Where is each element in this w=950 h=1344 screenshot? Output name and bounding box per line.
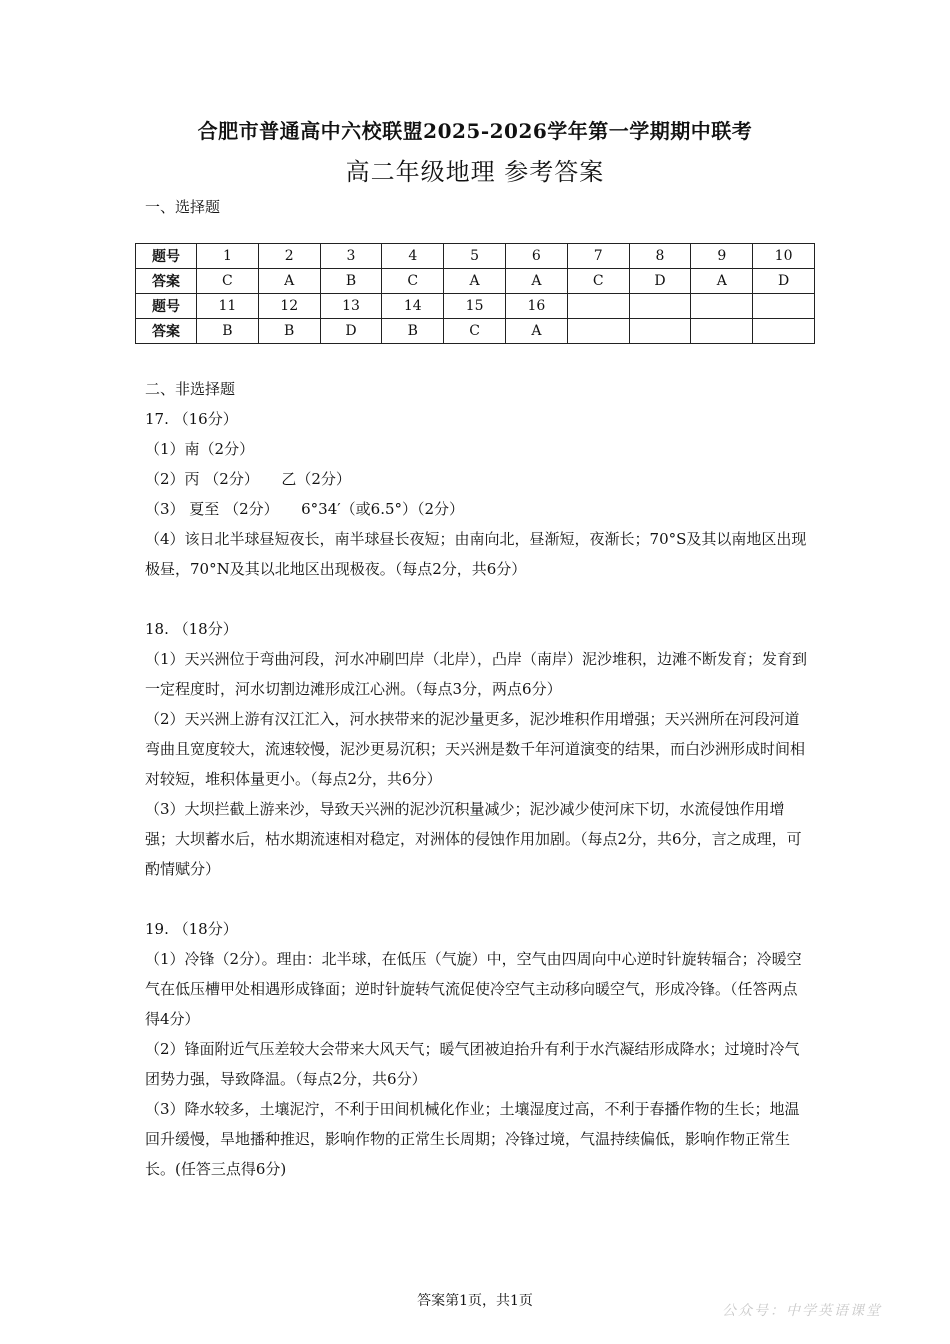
- hdr-question: 题号: [136, 244, 197, 269]
- cell: 9: [691, 244, 753, 269]
- cell: D: [629, 269, 691, 294]
- cell: B: [320, 269, 382, 294]
- q18-answer-1: （1）天兴洲位于弯曲河段，河水冲刷凹岸（北岸），凸岸（南岸）泥沙堆积，边滩不断发育；发育到一定程度时，河水切割边滩形成江心洲。（每点3分，两点6分）: [145, 650, 808, 698]
- cell: [629, 319, 691, 344]
- cell: C: [567, 269, 629, 294]
- exam-subtitle: 高二年级地理 参考答案: [345, 158, 605, 186]
- cell: [567, 294, 629, 319]
- hdr-question: 题号: [136, 294, 197, 319]
- q17-heading: 17. （16分）: [145, 410, 238, 428]
- cell: B: [197, 319, 259, 344]
- cell: 5: [444, 244, 506, 269]
- cell: [753, 319, 815, 344]
- section-choice-label: 一、选择题: [145, 198, 221, 216]
- cell: [691, 294, 753, 319]
- cell: 10: [753, 244, 815, 269]
- q19-heading: 19. （18分）: [145, 920, 238, 938]
- table-row: [136, 294, 815, 319]
- cell: B: [382, 319, 444, 344]
- cell: A: [444, 269, 506, 294]
- cell: 16: [505, 294, 567, 319]
- table-row: [136, 244, 815, 269]
- cell: [629, 294, 691, 319]
- q18-answer-2: （2）天兴洲上游有汉江汇入，河水挟带来的泥沙量更多，泥沙堆积作用增强；天兴洲所在河段河道弯曲且宽度较大，流速较慢，泥沙更易沉积；天兴洲是数千年河道演变的结果，而白沙洲形成时间相对较短，堆积体量更小。（每点2分，共6分）: [145, 710, 806, 788]
- cell: 13: [320, 294, 382, 319]
- cell: C: [444, 319, 506, 344]
- cell: 1: [197, 244, 259, 269]
- exam-title: 合肥市普通高中六校联盟2025-2026学年第一学期期中联考: [197, 119, 753, 143]
- cell: 11: [197, 294, 259, 319]
- table-row: [136, 319, 815, 344]
- cell: [753, 294, 815, 319]
- cell: A: [691, 269, 753, 294]
- q17-answer-2: （2）丙 （2分） 乙（2分）: [145, 470, 351, 488]
- q17-answer-1: （1）南（2分）: [145, 440, 255, 458]
- q18-answer-3: （3）大坝拦截上游来沙，导致天兴洲的泥沙沉积量减少；泥沙减少使河床下切，水流侵蚀作用增强；大坝蓄水后，枯水期流速相对稳定，对洲体的侵蚀作用加剧。（每点2分，共6分，言之成理，可酌情赋分）: [145, 800, 802, 878]
- cell: 2: [258, 244, 320, 269]
- q17-answer-3: （3） 夏至 （2分） 6°34′（或6.5°）（2分）: [145, 500, 465, 518]
- cell: 6: [505, 244, 567, 269]
- hdr-answer: 答案: [136, 319, 197, 344]
- q17-answer-4: （4）该日北半球昼短夜长，南半球昼长夜短；由南向北，昼渐短，夜渐长；70°S及其以南地区出现极昼，70°N及其以北地区出现极夜。（每点2分，共6分）: [145, 530, 807, 578]
- q19-answer-1: （1）冷锋（2分）。理由：北半球，在低压（气旋）中，空气由四周向中心逆时针旋转辐合；冷暖空气在低压槽甲处相遇形成锋面；逆时针旋转气流促使冷空气主动移向暖空气，形成冷锋。（任答两点得4分）: [145, 950, 802, 1028]
- q18-heading: 18. （18分）: [145, 620, 238, 638]
- watermark: 公众号：中学英语课堂: [722, 1303, 882, 1319]
- cell: 7: [567, 244, 629, 269]
- cell: 8: [629, 244, 691, 269]
- q19-answer-3: （3）降水较多，土壤泥泞，不利于田间机械化作业；土壤湿度过高，不利于春播作物的生长；地温回升缓慢，旱地播种推迟，影响作物的正常生长周期；冷锋过境，气温持续偏低，影响作物正常生长。(任答三点得6分): [145, 1100, 800, 1178]
- cell: 3: [320, 244, 382, 269]
- cell: C: [382, 269, 444, 294]
- cell: D: [320, 319, 382, 344]
- cell: B: [258, 319, 320, 344]
- cell: A: [258, 269, 320, 294]
- answer-table: [135, 243, 815, 344]
- hdr-answer: 答案: [136, 269, 197, 294]
- cell: D: [753, 269, 815, 294]
- cell: A: [505, 319, 567, 344]
- q19-answer-2: （2）锋面附近气压差较大会带来大风天气；暖气团被迫抬升有利于水汽凝结形成降水；过境时冷气团势力强，导致降温。（每点2分，共6分）: [145, 1040, 800, 1088]
- cell: 12: [258, 294, 320, 319]
- cell: 15: [444, 294, 506, 319]
- cell: [691, 319, 753, 344]
- cell: 14: [382, 294, 444, 319]
- table-row: [136, 269, 815, 294]
- cell: 4: [382, 244, 444, 269]
- page-footer: 答案第1页，共1页: [417, 1293, 533, 1309]
- cell: [567, 319, 629, 344]
- cell: C: [197, 269, 259, 294]
- cell: A: [505, 269, 567, 294]
- free-response-section: [145, 374, 810, 1184]
- section-free-label: 二、非选择题: [145, 380, 236, 398]
